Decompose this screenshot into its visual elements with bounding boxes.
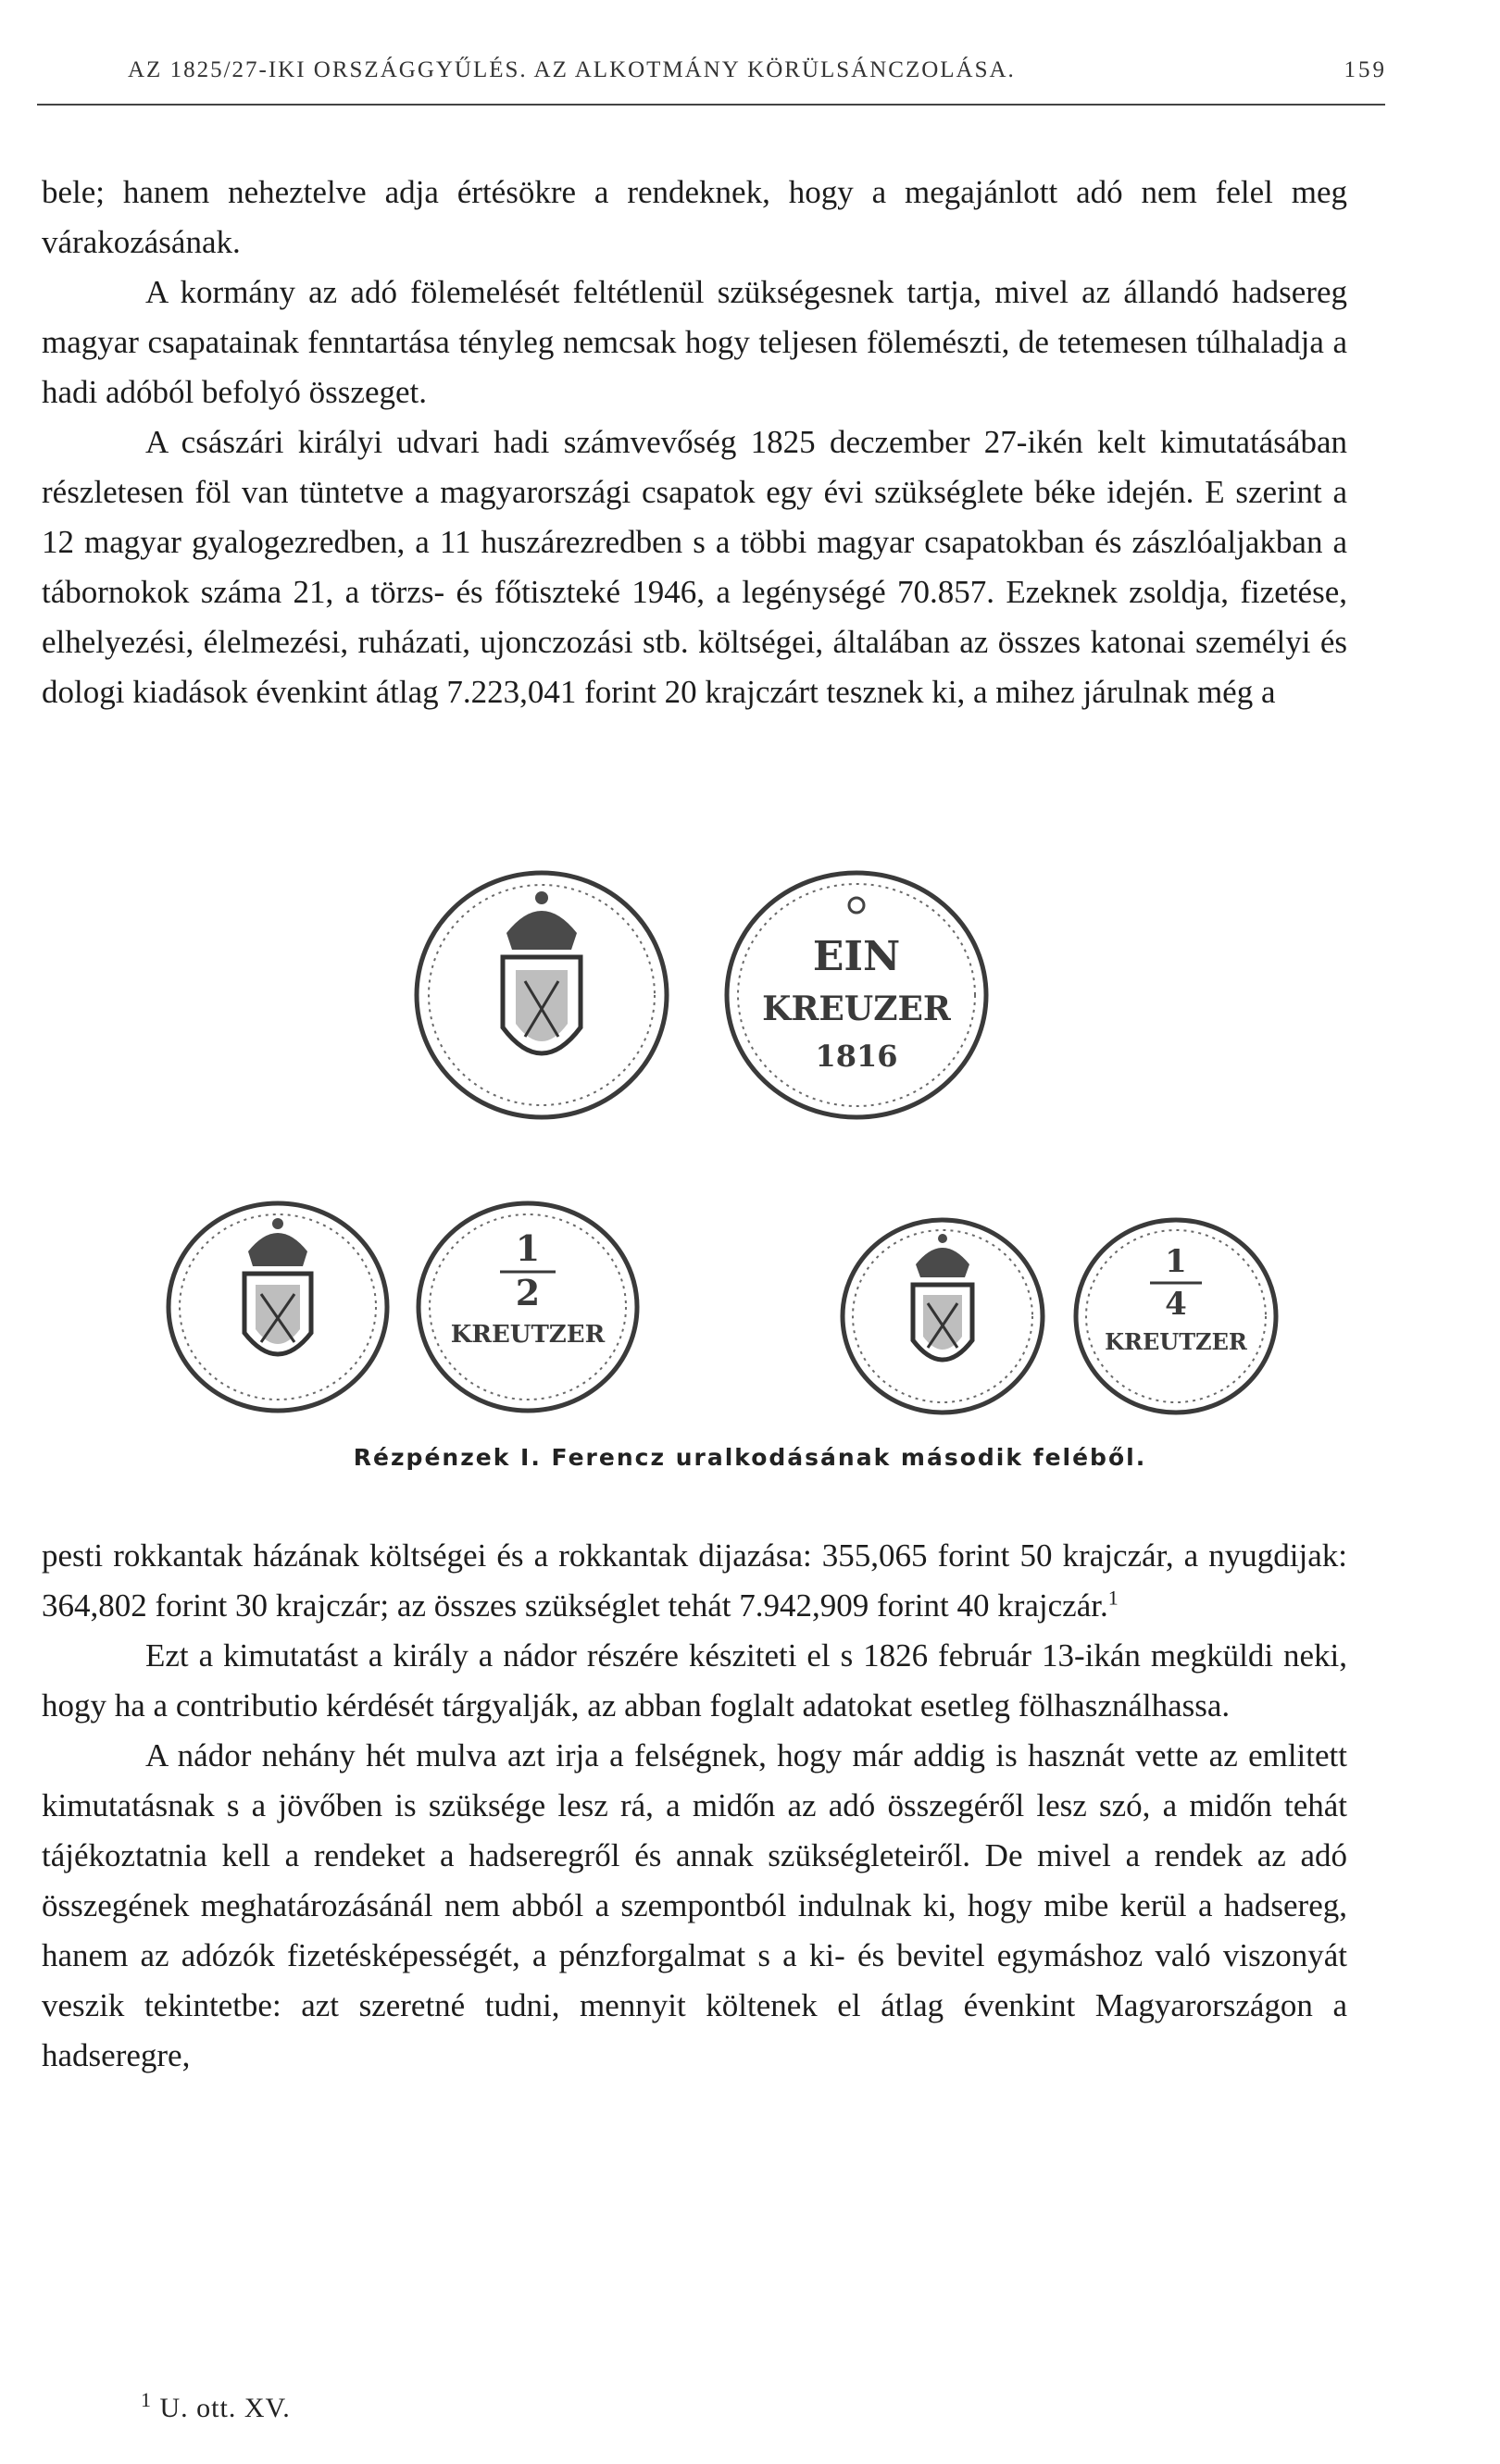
paragraph: A császári királyi udvari hadi számvevőség 1825 deczember 27-ikén kelt kimutatásában részletesen föl van tüntetve a magyarországi csapatok egy évi szükséglete béke idején. E szerint a 12 magyar gyalogezredben, a 11 huszárezredben s a többi magyar csapatokban és zászlóaljakban a tábornokok száma 21, a törzs- és főtiszteké 1946, a legénységé 70.857. Ezeknek zsoldja, fizetése, elhelyezési, élelmezési, ruházati, ujonczozási stb. költségei, általában az összes katonai személyi és dologi kiadások évenkint átlag 7.223,041 forint 20 krajczárt tesznek ki, a mihez járulnak még a — [42, 424, 1347, 710]
footnote-text: U. ott. XV. — [159, 2393, 291, 2423]
figure-caption: Rézpénzek I. Ferencz uralkodásának második feléből. — [353, 1444, 1147, 1471]
paragraph: Ezt a kimutatást a király a nádor részére késziteti el s 1826 február 13-ikán megküldi neki, hogy ha a contributio kérdését tárgyalják, az abban foglalt adatokat esetleg fölhasználhassa. — [42, 1637, 1347, 1724]
body-text-top — [42, 168, 1347, 717]
coin-3-fraction: 4 — [1165, 1286, 1187, 1323]
paragraph — [42, 1531, 1347, 1631]
coin-1-line1: EIN — [812, 933, 901, 980]
coin-2-word: KREUTZER — [450, 1321, 606, 1349]
footnote — [141, 2388, 291, 2424]
coin-3-word: KREUTZER — [1105, 1328, 1247, 1355]
coin-figure — [157, 861, 1389, 1453]
coin-1-line2: KREUZER — [762, 989, 951, 1028]
coin-reverse-large — [713, 861, 1000, 1129]
coin-reverse-medium — [407, 1194, 648, 1421]
coin-obverse-large — [403, 861, 681, 1129]
footnote-reference: 1 — [1107, 1586, 1119, 1610]
running-title: AZ 1825/27-IKI ORSZÁGGYŰLÉS. AZ ALKOTMÁNY KÖRÜLSÁNCZOLÁSA. — [128, 57, 1016, 82]
paragraph: bele; hanem neheztelve adja értésökre a rendeknek, hogy a megajánlott adó nem felel meg várakozásának. — [42, 174, 1347, 260]
page-number: 159 — [1344, 57, 1387, 82]
coin-2-fraction: 2 — [515, 1272, 541, 1313]
coin-obverse-small — [831, 1211, 1054, 1422]
footnote-marker: 1 — [141, 2388, 152, 2411]
coin-1-year: 1816 — [815, 1039, 898, 1074]
coin-reverse-small — [1065, 1211, 1287, 1422]
paragraph: A nádor nehány hét mulva azt irja a felségnek, hogy már addig is hasznát vette az emlitett kimutatásnak s a jövőben is szüksége lesz rá, a midőn az adó összegéről lesz szó, a midőn tehát tájékoztatnia kell a rendeket a hadseregről és annak szükségleteiről. De mivel a rendek az adó összegének meghatározásánál nem abból a szempontból indulnak ki, hogy mibe kerül a hadsereg, hanem az adózók fizetésképességét, a pénzforgalmat s a ki- és bevitel egymáshoz való viszonyát veszik tekintetbe: azt szeretné tudni, mennyit költenek el átlag évenkint Magyarországon a hadseregre, — [42, 1737, 1347, 2073]
coin-3-value: 1 — [1165, 1243, 1187, 1280]
coin-obverse-medium — [157, 1194, 398, 1421]
paragraph: A kormány az adó fölemelését feltétlenül szükségesnek tartja, mivel az állandó hadsereg magyar csapatainak fenntartása tényleg nemcsak hogy teljesen fölemészti, de tetemesen túlhaladja a hadi adóból befolyó összeget. — [42, 274, 1347, 410]
coin-2-value: 1 — [515, 1227, 541, 1269]
body-text-bottom — [42, 1531, 1347, 2081]
header-rule — [37, 104, 1385, 106]
paragraph-text: pesti rokkantak házának költségei és a rokkantak dijazása: 355,065 forint 50 krajczár, a nyugdijak: 364,802 forint 30 krajczár; az összes szükséglet tehát 7.942,909 forint 40 krajczár. — [42, 1537, 1347, 1624]
